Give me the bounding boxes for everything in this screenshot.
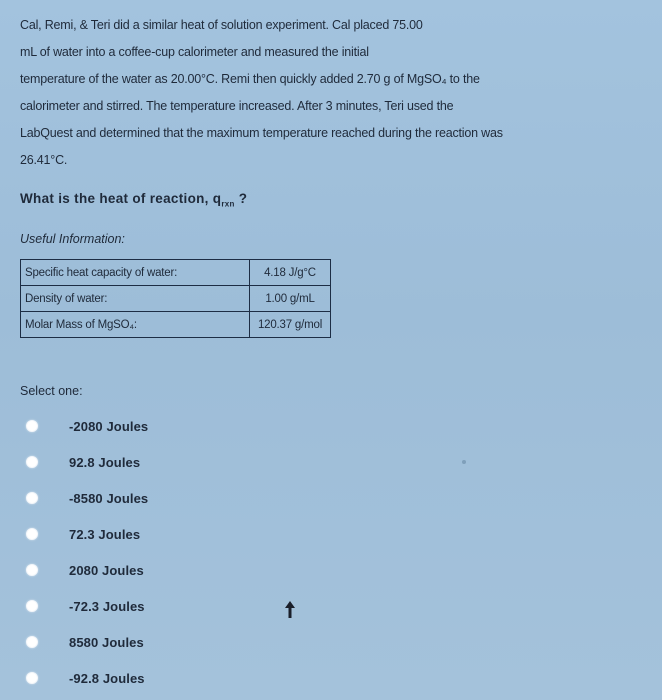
table-row: [21, 286, 331, 312]
useful-info-label: Useful Information:: [20, 232, 125, 246]
answer-option[interactable]: [26, 516, 148, 552]
screen-speck: [462, 460, 466, 464]
answer-option-label: 8580 Joules: [69, 634, 144, 650]
question-line: temperature of the water as 20.00°C. Remi then quickly added 2.70 g of MgSO₄ to the: [20, 72, 480, 86]
table-cell-label: Density of water:: [21, 286, 250, 312]
radio-button[interactable]: [26, 636, 38, 648]
answer-option-label: 2080 Joules: [69, 562, 144, 578]
table-row: [21, 312, 331, 338]
answer-option[interactable]: [26, 444, 148, 480]
answer-option[interactable]: [26, 588, 148, 624]
answer-option-label: -8580 Joules: [69, 490, 149, 506]
radio-button[interactable]: [26, 672, 38, 684]
mouse-cursor-icon: [284, 601, 296, 619]
answer-options: [26, 408, 148, 696]
table-row: [21, 260, 331, 286]
answer-option[interactable]: [26, 552, 148, 588]
question-prompt: [20, 191, 247, 209]
radio-button[interactable]: [26, 564, 38, 576]
table-cell-value: 1.00 g/mL: [250, 286, 331, 312]
radio-button[interactable]: [26, 528, 38, 540]
radio-button[interactable]: [26, 456, 38, 468]
answer-option-label: -2080 Joules: [69, 418, 149, 434]
useful-info-table: [20, 259, 331, 338]
prompt-text: What is the heat of reaction, q: [20, 191, 222, 206]
answer-option-label: 92.8 Joules: [69, 454, 141, 470]
question-line: LabQuest and determined that the maximum temperature reached during the reaction was: [20, 126, 503, 140]
question-line: 26.41°C.: [20, 153, 68, 167]
radio-button[interactable]: [26, 420, 38, 432]
question-line: calorimeter and stirred. The temperature increased. After 3 minutes, Teri used the: [20, 99, 454, 113]
answer-option-label: 72.3 Joules: [69, 526, 141, 542]
answer-option[interactable]: [26, 408, 148, 444]
answer-option[interactable]: [26, 624, 148, 660]
select-one-label: Select one:: [20, 384, 83, 398]
question-line: Cal, Remi, & Teri did a similar heat of solution experiment. Cal placed 75.00: [20, 18, 423, 32]
prompt-end: ?: [234, 191, 248, 206]
table-cell-value: 4.18 J/g°C: [250, 260, 331, 286]
answer-option[interactable]: [26, 480, 148, 516]
answer-option-label: -72.3 Joules: [69, 598, 145, 614]
question-line: mL of water into a coffee-cup calorimeter and measured the initial: [20, 45, 369, 59]
prompt-subscript: rxn: [221, 199, 235, 209]
question-text: [20, 12, 640, 174]
radio-button[interactable]: [26, 600, 38, 612]
table-cell-label: Molar Mass of MgSO₄:: [21, 312, 250, 338]
answer-option[interactable]: [26, 660, 148, 696]
table-cell-label: Specific heat capacity of water:: [21, 260, 250, 286]
answer-option-label: -92.8 Joules: [69, 670, 145, 686]
table-cell-value: 120.37 g/mol: [250, 312, 331, 338]
radio-button[interactable]: [26, 492, 38, 504]
